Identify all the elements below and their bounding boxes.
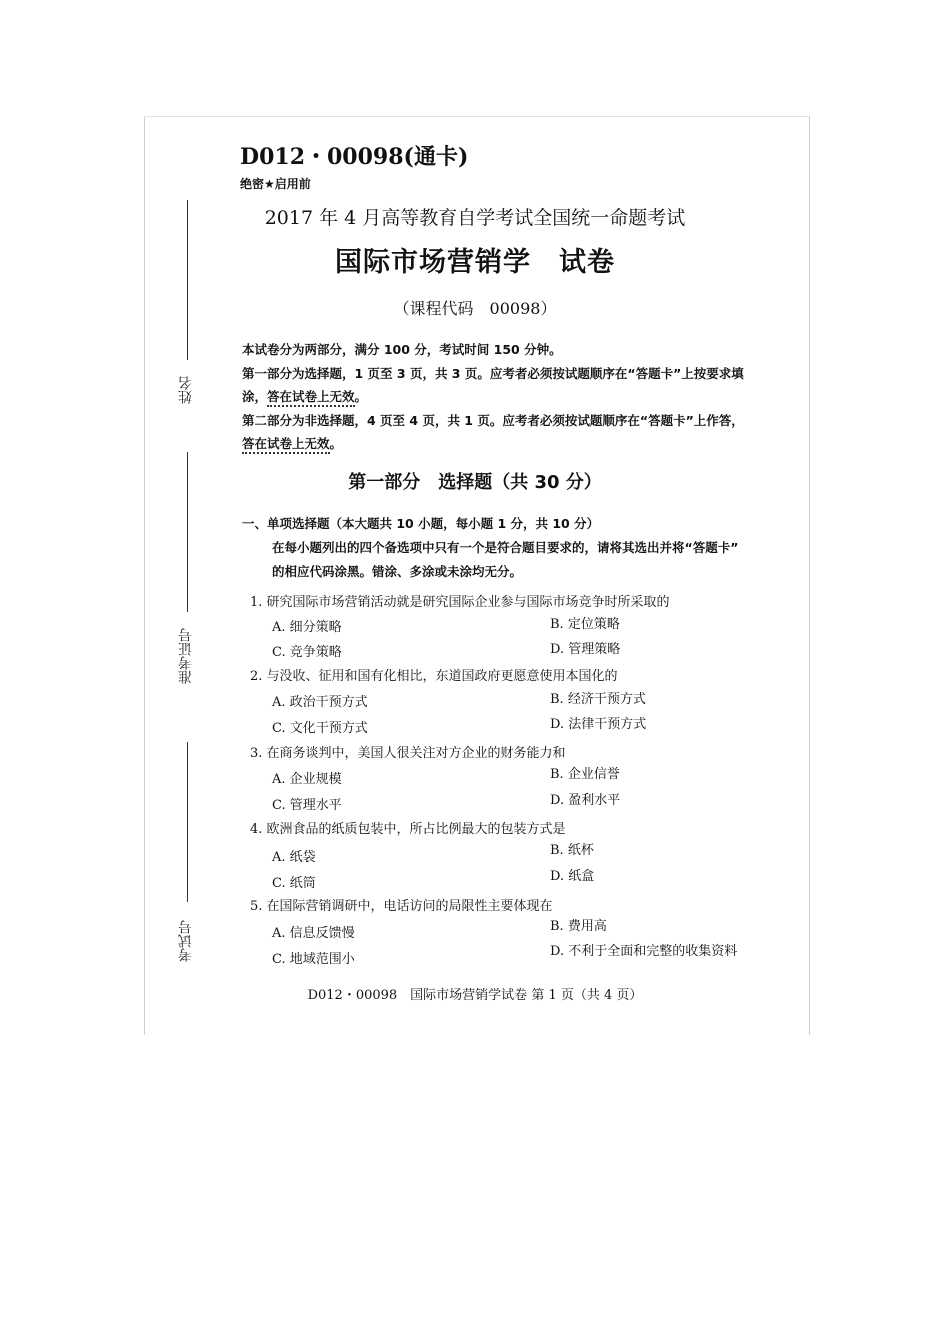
option-d: D. 不利于全面和完整的收集资料 bbox=[550, 944, 738, 959]
section-heading: 一、单项选择题（本大题共 10 小题，每小题 1 分，共 10 分） bbox=[242, 516, 600, 531]
option-b: B. 费用高 bbox=[550, 919, 607, 934]
paper-code: D012・00098(通卡) bbox=[240, 144, 469, 170]
page-footer: D012・00098 国际市场营销学试卷 第 1 页（共 4 页） bbox=[307, 988, 643, 1003]
name-label: 姓名 bbox=[178, 376, 194, 404]
option-c: C. 竞争策略 bbox=[272, 645, 342, 660]
option-a: A. 政治干预方式 bbox=[272, 695, 368, 710]
option-c: C. 管理水平 bbox=[272, 798, 342, 813]
intro-line bbox=[242, 387, 367, 405]
option-b: B. 企业信誉 bbox=[550, 767, 620, 782]
option-d: D. 纸盒 bbox=[550, 869, 595, 884]
admission-number-label: 准考证号 bbox=[178, 628, 194, 684]
option-c: C. 地域范围小 bbox=[272, 952, 355, 967]
confidential-mark: 绝密★启用前 bbox=[240, 177, 311, 191]
emphasis-text: 答在试卷上无效 bbox=[267, 389, 355, 407]
option-b: B. 经济干预方式 bbox=[550, 692, 646, 707]
intro-text: 涂， bbox=[242, 389, 268, 404]
option-a: A. 企业规模 bbox=[272, 772, 342, 787]
option-b: B. 纸杯 bbox=[550, 843, 594, 858]
section-note: 的相应代码涂黑。错涂、多涂或未涂均无分。 bbox=[272, 564, 523, 579]
seat-number-label: 考试号 bbox=[178, 920, 194, 962]
intro-line: 本试卷分为两部分，满分 100 分，考试时间 150 分钟。 bbox=[242, 342, 562, 357]
question-stem: 4. 欧洲食品的纸质包装中，所占比例最大的包装方式是 bbox=[250, 822, 566, 837]
intro-text: 。 bbox=[354, 389, 368, 404]
option-c: C. 纸筒 bbox=[272, 876, 316, 891]
question-stem: 3. 在商务谈判中，美国人很关注对方企业的财务能力和 bbox=[250, 746, 566, 761]
paper-title: 国际市场营销学 试卷 bbox=[335, 247, 615, 278]
margin-line bbox=[187, 742, 188, 902]
option-d: D. 管理策略 bbox=[550, 642, 621, 657]
question-stem: 1. 研究国际市场营销活动就是研究国际企业参与国际市场竞争时所采取的 bbox=[250, 595, 670, 610]
option-c: C. 文化干预方式 bbox=[272, 721, 368, 736]
emphasis-text: 答在试卷上无效 bbox=[242, 436, 330, 454]
question-stem: 2. 与没收、征用和国有化相比，东道国政府更愿意使用本国化的 bbox=[250, 669, 618, 684]
exam-title: 2017 年 4 月高等教育自学考试全国统一命题考试 bbox=[264, 207, 686, 229]
intro-line bbox=[242, 434, 342, 452]
option-a: A. 信息反馈慢 bbox=[272, 926, 355, 941]
intro-line: 第二部分为非选择题，4 页至 4 页，共 1 页。应考者必须按试题顺序在“答题卡”上作答， bbox=[242, 413, 744, 428]
question-stem: 5. 在国际营销调研中，电话访问的局限性主要体现在 bbox=[250, 899, 553, 914]
section-note: 在每小题列出的四个备选项中只有一个是符合题目要求的，请将其选出并将“答题卡” bbox=[272, 540, 739, 555]
intro-line: 第一部分为选择题，1 页至 3 页，共 3 页。应考者必须按试题顺序在“答题卡”上按要求填 bbox=[242, 366, 744, 381]
option-a: A. 纸袋 bbox=[272, 850, 316, 865]
part-title: 第一部分 选择题（共 30 分） bbox=[348, 472, 602, 493]
course-code: （课程代码 00098） bbox=[393, 299, 557, 318]
intro-text: 。 bbox=[329, 436, 343, 451]
option-d: D. 盈利水平 bbox=[550, 793, 621, 808]
option-d: D. 法律干预方式 bbox=[550, 717, 647, 732]
option-b: B. 定位策略 bbox=[550, 617, 620, 632]
option-a: A. 细分策略 bbox=[272, 620, 342, 635]
